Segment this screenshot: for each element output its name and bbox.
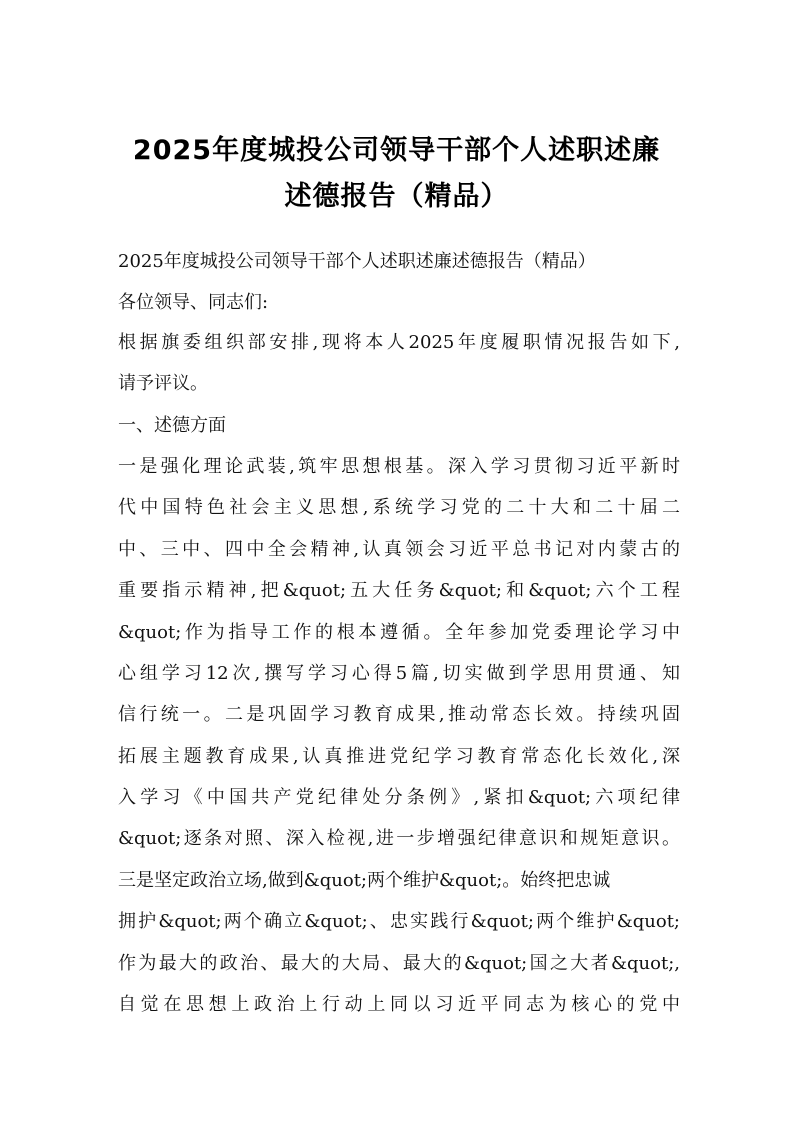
body-line: 拓展主题教育成果,认真推进党纪学习教育常态化长效化,深 bbox=[118, 746, 680, 767]
body-line: 自觉在思想上政治上行动上同以习近平同志为核心的党中 bbox=[118, 994, 680, 1015]
body-line: 信行统一。二是巩固学习教育成果,推动常态长效。持续巩固 bbox=[118, 704, 680, 725]
body-line: 重要指示精神,把&quot;五大任务&quot;和&quot;六个工程 bbox=[118, 580, 680, 601]
body-line: 根据旗委组织部安排,现将本人2025年度履职情况报告如下, bbox=[118, 332, 680, 353]
subtitle-line: 2025年度城投公司领导干部个人述职述廉述德报告（精品） bbox=[118, 251, 596, 272]
body-line: 入学习《中国共产党纪律处分条例》,紧扣&quot;六项纪律 bbox=[118, 787, 680, 808]
section-heading: 一、述德方面 bbox=[118, 415, 226, 436]
body-line: &quot;逐条对照、深入检视,进一步增强纪律意识和规矩意识。 bbox=[118, 828, 680, 849]
body-line: 拥护&quot;两个确立&quot;、忠实践行&quot;两个维护&quot; bbox=[118, 911, 680, 932]
body-line: 请予评议。 bbox=[118, 373, 208, 394]
body-line: &quot;作为指导工作的根本遵循。全年参加党委理论学习中 bbox=[118, 622, 680, 643]
body-line: 心组学习12次,撰写学习心得5篇,切实做到学思用贯通、知 bbox=[118, 663, 680, 684]
body-line: 一是强化理论武装,筑牢思想根基。深入学习贯彻习近平新时 bbox=[118, 456, 680, 477]
document-title-line-1: 2025年度城投公司领导干部个人述职述廉 bbox=[132, 135, 661, 166]
salutation-line: 各位领导、同志们: bbox=[118, 292, 269, 313]
body-line: 作为最大的政治、最大的大局、最大的&quot;国之大者&quot;, bbox=[118, 953, 680, 974]
body-line: 中、三中、四中全会精神,认真领会习近平总书记对内蒙古的 bbox=[118, 539, 680, 560]
body-line: 代中国特色社会主义思想,系统学习党的二十大和二十届二 bbox=[118, 497, 680, 518]
body-line: 三是坚定政治立场,做到&quot;两个维护&quot;。始终把忠诚 bbox=[118, 870, 611, 891]
document-title-line-2: 述德报告（精品） bbox=[284, 181, 509, 212]
